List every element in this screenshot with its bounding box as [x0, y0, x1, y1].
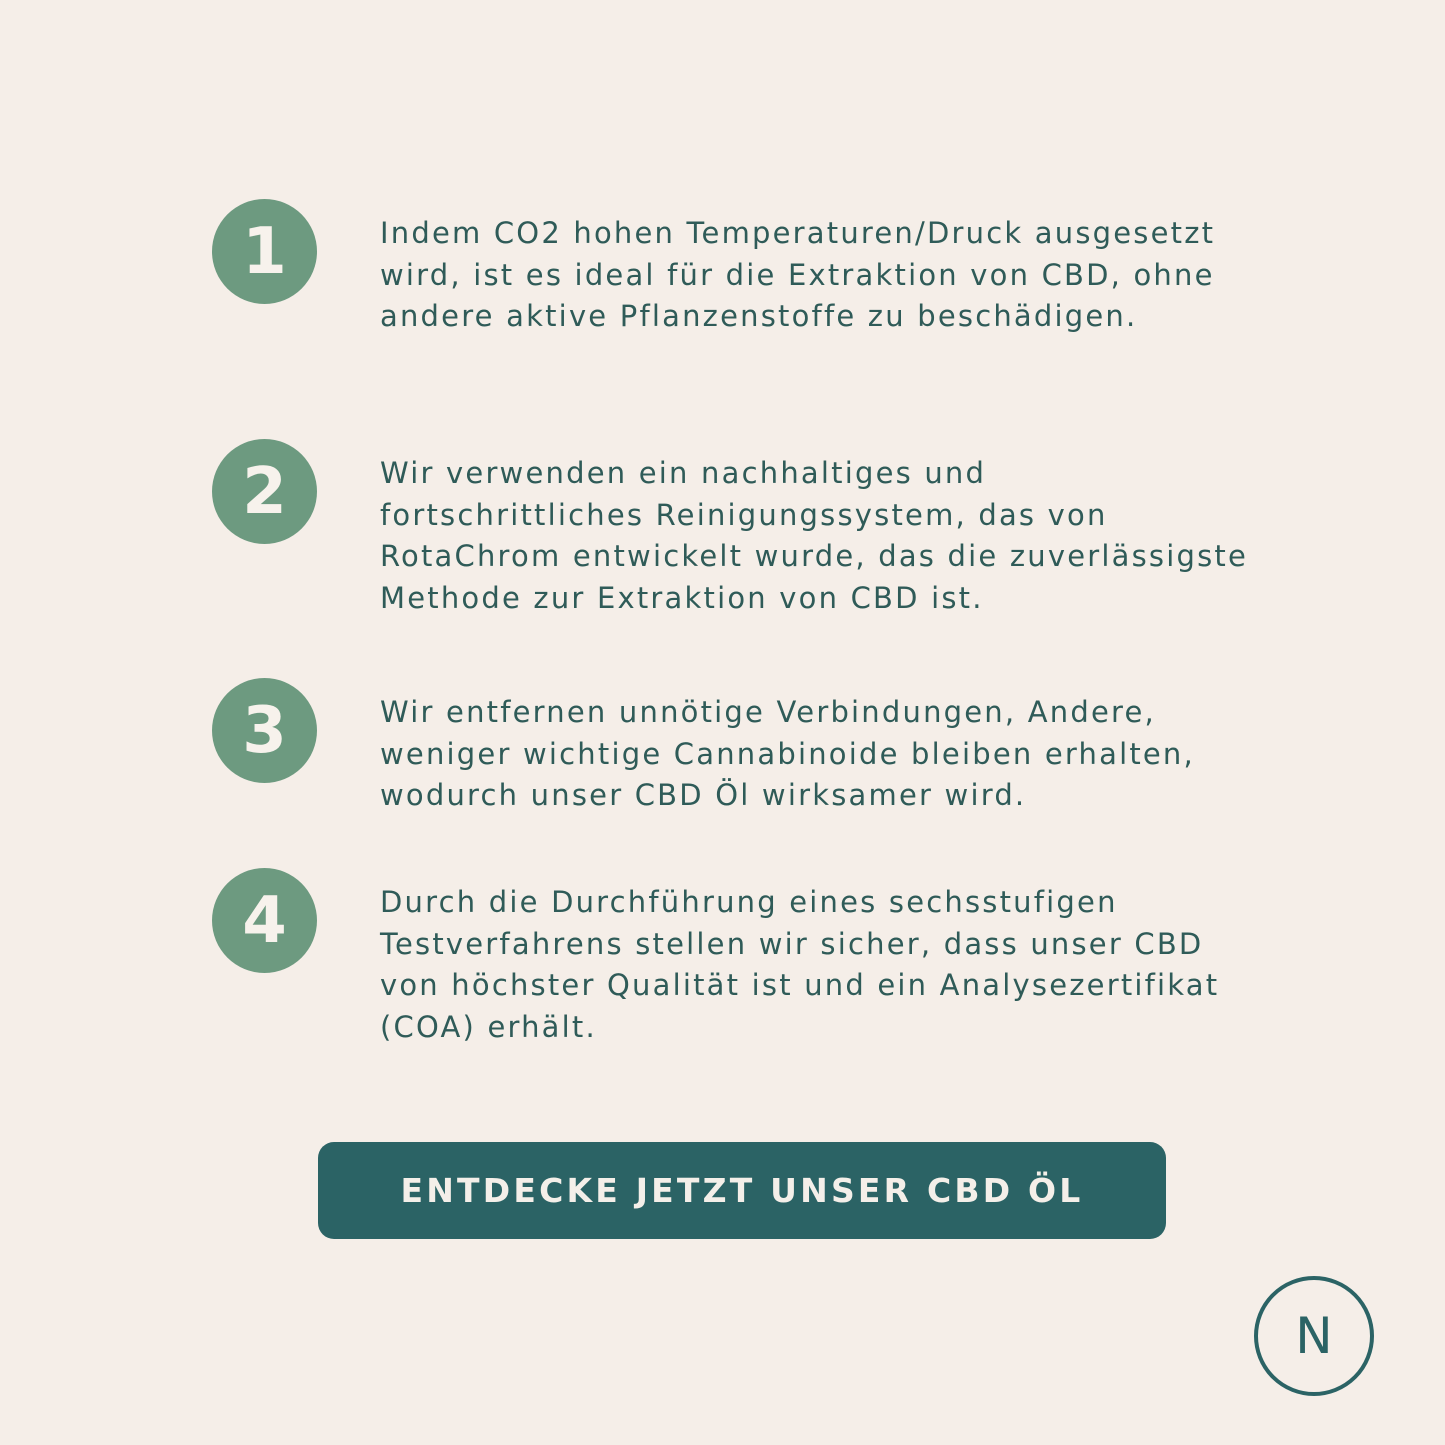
- step-description: Indem CO2 hohen Temperaturen/Druck ausgesetzt wird, ist es ideal für die Extraktion von CBD, ohne andere aktive Pflanzenstoffe zu beschädigen.: [380, 216, 1216, 334]
- step-number-badge: 2: [212, 439, 317, 544]
- brand-logo: [1254, 1276, 1374, 1396]
- brand-logo-letter: N: [1295, 1307, 1333, 1365]
- step-description: Wir entfernen unnötige Verbindungen, Andere, weniger wichtige Cannabinoide bleiben erhalten, wodurch unser CBD Öl wirksamer wird.: [380, 695, 1195, 813]
- step-description: Durch die Durchführung eines sechsstufigen Testverfahrens stellen wir sicher, dass unser CBD von höchster Qualität ist und ein Analysezertifikat (COA) erhält.: [380, 885, 1220, 1045]
- step-number-badge: 4: [212, 868, 317, 973]
- discover-cbd-oil-button[interactable]: ENTDECKE JETZT UNSER CBD ÖL: [318, 1142, 1166, 1239]
- step-number-badge: 3: [212, 678, 317, 783]
- step-description: Wir verwenden ein nachhaltiges und fortschrittliches Reinigungssystem, das von RotaChrom entwickelt wurde, das die zuverlässigste Methode zur Extraktion von CBD ist.: [380, 456, 1249, 616]
- step-number-badge: 1: [212, 199, 317, 304]
